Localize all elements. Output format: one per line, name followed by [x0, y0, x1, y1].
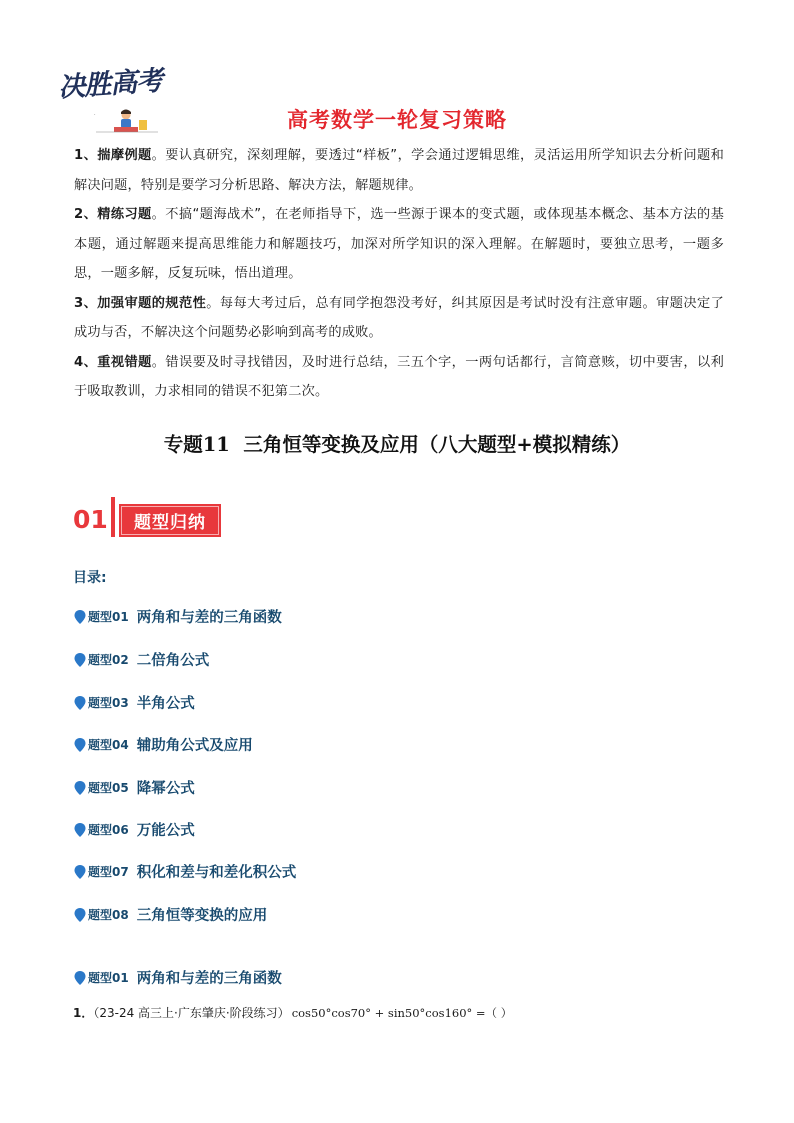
toc-item-text: 两角和与差的三角函数	[136, 610, 282, 626]
toc-item-prefix: 题型05	[88, 781, 129, 795]
section-label: 题型归纳	[119, 504, 221, 537]
strategy-body: 。每每大考过后，总有同学抱怨没考好，纠其原因是考试时没有注意审题。审题决定了成功与否，不解决这个问题势必影响到高考的成败。	[74, 295, 724, 340]
question-formula: cos50°cos70° + sin50°cos160° =（ ）	[291, 1006, 513, 1020]
strategy-body: 。不搞“题海战术”，在老师指导下，选一些源于课本的变式题，或体现基本概念、基本方法的基本题，通过解题来提高思维能力和解题技巧，加深对所学知识的深入理解。在解题时，要独立思考，一题多思，一题多解，反复玩味，悟出道理。	[74, 207, 724, 281]
toc-item[interactable]	[73, 819, 195, 840]
section-number: 01	[73, 505, 108, 534]
strategy-body: 。错误要及时寻找错因，及时进行总结，三五个字，一两句话都行，言简意赅，切中要害，以利于吸取教训，力求相同的错误不犯第二次。	[74, 354, 724, 399]
toc-item[interactable]	[73, 777, 195, 798]
toc-item-prefix: 题型01	[88, 610, 129, 624]
svg-text:·: ·	[94, 112, 96, 118]
strategy-heading: 揣摩例题	[97, 148, 152, 163]
strategy-heading: 加强审题的规范性	[97, 295, 207, 311]
toc-item-text: 二倍角公式	[136, 653, 210, 669]
strategy-heading: 重视错题	[97, 354, 152, 370]
toc-label: 目录:	[73, 570, 107, 586]
location-pin-icon	[73, 737, 87, 753]
toc-item[interactable]	[73, 734, 253, 755]
toc-item-prefix: 题型08	[88, 908, 129, 922]
location-pin-icon	[73, 907, 87, 923]
location-pin-icon	[73, 970, 87, 986]
toc-item[interactable]	[73, 692, 195, 713]
strategy-item	[74, 348, 724, 407]
toc-item-text: 降幂公式	[136, 781, 195, 797]
toc-item-prefix: 题型04	[88, 738, 129, 752]
toc-item[interactable]	[73, 861, 296, 882]
strategy-number: 2、	[74, 207, 98, 222]
question-source: （23-24 高三上·广东肇庆·阶段练习）	[93, 1006, 290, 1020]
page-title: 高考数学一轮复习策略	[287, 108, 507, 132]
toc-item-prefix: 题型06	[88, 823, 129, 837]
toc-item[interactable]	[73, 606, 282, 627]
section-heading-text: 两角和与差的三角函数	[136, 971, 282, 987]
location-pin-icon	[73, 822, 87, 838]
section-heading	[73, 967, 282, 988]
strategy-number: 3、	[74, 295, 98, 311]
toc-item[interactable]	[73, 649, 209, 670]
toc-item-prefix: 题型07	[88, 865, 129, 879]
strategy-list	[74, 141, 724, 407]
location-pin-icon	[73, 864, 87, 880]
strategy-item	[74, 289, 724, 348]
section-divider	[111, 497, 115, 537]
location-pin-icon	[73, 780, 87, 796]
toc-item-text: 三角恒等变换的应用	[136, 908, 268, 924]
strategy-heading: 精练习题	[97, 207, 152, 222]
strategy-body: 。要认真研究，深刻理解，要透过“样板”，学会通过逻辑思维，灵活运用所学知识去分析问题和解决问题，特别是要学习分析思路、解决方法，解题规律。	[74, 148, 724, 193]
question-1	[73, 1004, 512, 1021]
strategy-number: 4、	[74, 354, 98, 370]
toc-item-prefix: 题型02	[88, 653, 129, 667]
strategy-item	[74, 200, 724, 289]
question-number: 1．	[73, 1006, 94, 1020]
topic-title: 专题11 三角恒等变换及应用（八大题型+模拟精练）	[163, 433, 631, 456]
toc-item-prefix: 题型03	[88, 696, 129, 710]
strategy-item	[74, 141, 724, 200]
strategy-number: 1、	[74, 148, 98, 163]
location-pin-icon	[73, 695, 87, 711]
section-heading-prefix: 题型01	[88, 971, 129, 985]
logo-text: 决胜高考	[57, 65, 164, 104]
location-pin-icon	[73, 652, 87, 668]
toc-item-text: 积化和差与和差化积公式	[136, 865, 297, 881]
location-pin-icon	[73, 609, 87, 625]
toc-item[interactable]	[73, 904, 267, 925]
toc-item-text: 万能公式	[136, 823, 195, 839]
toc-item-text: 半角公式	[136, 696, 195, 712]
toc-item-text: 辅助角公式及应用	[136, 738, 253, 754]
